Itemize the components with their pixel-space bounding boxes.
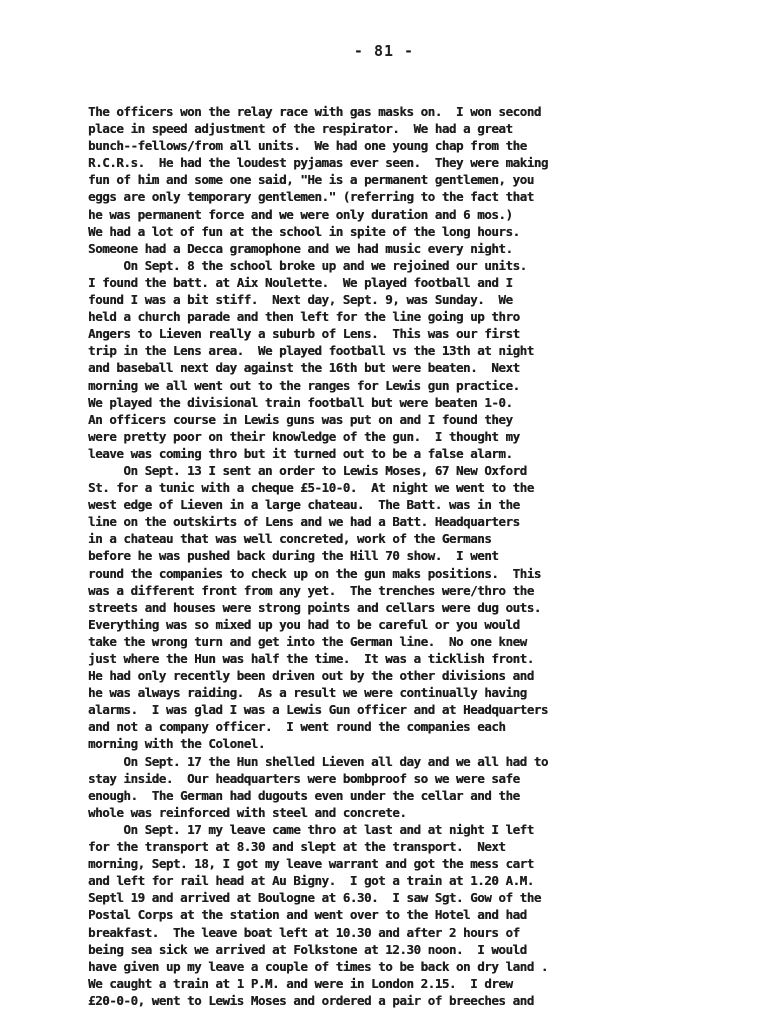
text-line: line on the outskirts of Lens and we had a Batt. Headquarters — [88, 514, 520, 530]
text-line: and not a company officer. I went round the companies each — [88, 719, 506, 735]
text-line: and baseball next day against the 16th but were beaten. Next — [88, 360, 520, 376]
text-line: An officers course in Lewis guns was put on and I found they — [88, 411, 513, 427]
text-line: held a church parade and then left for the line going up thro — [88, 309, 520, 325]
text-line: Angers to Lieven really a suburb of Lens. This was our first — [88, 326, 520, 342]
text-line: We played the divisional train football but were beaten 1-0. — [88, 394, 513, 410]
text-line: just where the Hun was half the time. It was a ticklish front. — [88, 651, 534, 666]
text-line: take the wrong turn and get into the German line. No one knew — [88, 633, 527, 649]
text-line: morning we all went out to the ranges for Lewis gun practice. — [88, 377, 520, 393]
text-line: found I was a bit stiff. Next day, Sept. 9, was Sunday. We — [88, 292, 513, 308]
text-line: alarms. I was glad I was a Lewis Gun officer and at Headquarters — [88, 702, 548, 718]
text-line: have given up my leave a couple of times to be back on dry land . — [88, 958, 548, 974]
text-line: On Sept. 17 the Hun shelled Lieven all day and we all had to — [88, 753, 548, 769]
text-line: he was permanent force and we were only duration and 6 mos.) — [88, 206, 513, 222]
text-line: trip in the Lens area. We played football vs the 13th at night — [88, 343, 534, 359]
text-line: leave was coming thro but it turned out to be a false alarm. — [88, 445, 513, 461]
text-line: stay inside. Our headquarters were bombproof so we were safe — [88, 770, 520, 786]
text-line: He had only recently been driven out by the other divisions and — [88, 668, 534, 684]
text-line: in a chateau that was well concreted, work of the Germans — [88, 531, 492, 547]
text-line: before he was pushed back during the Hill 70 show. I went — [88, 548, 499, 564]
text-line: round the companies to check up on the gun maks positions. This — [88, 565, 541, 581]
text-line: whole was reinforced with steel and concrete. — [88, 804, 407, 820]
text-line: for the transport at 8.30 and slept at the transport. Next — [88, 839, 506, 855]
text-line: We had a lot of fun at the school in spite of the long hours. — [88, 223, 520, 239]
text-line: Septl 19 and arrived at Boulogne at 6.30. I saw Sgt. Gow of the — [88, 890, 541, 906]
text-line: R.C.R.s. He had the loudest pyjamas ever seen. They were making — [88, 155, 548, 171]
text-line: On Sept. 8 the school broke up and we rejoined our units. — [88, 257, 527, 273]
text-line: was a different front from any yet. The trenches were/thro the — [88, 582, 534, 598]
text-line: and left for rail head at Au Bigny. I got a train at 1.20 A.M. — [88, 873, 534, 889]
text-line: St. for a tunic with a cheque £5-10-0. At night we went to the — [88, 480, 534, 496]
text-line: morning with the Colonel. — [88, 736, 265, 752]
text-line: £20-0-0, went to Lewis Moses and ordered a pair of breeches and — [88, 992, 534, 1008]
text-line: he was always raiding. As a result we were continually having — [88, 685, 527, 701]
text-line: Everything was so mixed up you had to be careful or you would — [88, 616, 520, 632]
text-line: Someone had a Decca gramophone and we had music every night. — [88, 240, 513, 256]
text-line: enough. The German had dugouts even under the cellar and the — [88, 787, 520, 803]
text-line: place in speed adjustment of the respirator. We had a great — [88, 121, 513, 137]
text-line: On Sept. 13 I sent an order to Lewis Moses, 67 New Oxford — [88, 462, 527, 478]
text-line: streets and houses were strong points and cellars were dug outs. — [88, 599, 541, 615]
text-line: The officers won the relay race with gas masks on. I won second — [88, 104, 541, 119]
text-line: I found the batt. at Aix Noulette. We played football and I — [88, 274, 513, 290]
text-line: On Sept. 17 my leave came thro at last and at night I left — [88, 821, 534, 837]
text-line: Postal Corps at the station and went over to the Hotel and had — [88, 907, 527, 923]
text-line: morning, Sept. 18, I got my leave warrant and got the mess cart — [88, 856, 534, 872]
page-number: - 81 - — [353, 42, 415, 60]
text-line: were pretty poor on their knowledge of the gun. I thought my — [88, 428, 520, 444]
text-line: We caught a train at 1 P.M. and were in London 2.15. I drew — [88, 975, 513, 991]
text-line: west edge of Lieven in a large chateau. The Batt. was in the — [88, 497, 520, 513]
text-line: fun of him and some one said, "He is a permanent gentlemen, you — [88, 172, 534, 188]
text-line: eggs are only temporary gentlemen." (referring to the fact that — [88, 189, 534, 205]
typewritten-body-text — [88, 103, 698, 1009]
text-line: breakfast. The leave boat left at 10.30 and after 2 hours of — [88, 924, 520, 940]
text-line: being sea sick we arrived at Folkstone at 12.30 noon. I would — [88, 941, 527, 957]
text-line: bunch--fellows/from all units. We had one young chap from the — [88, 138, 527, 154]
